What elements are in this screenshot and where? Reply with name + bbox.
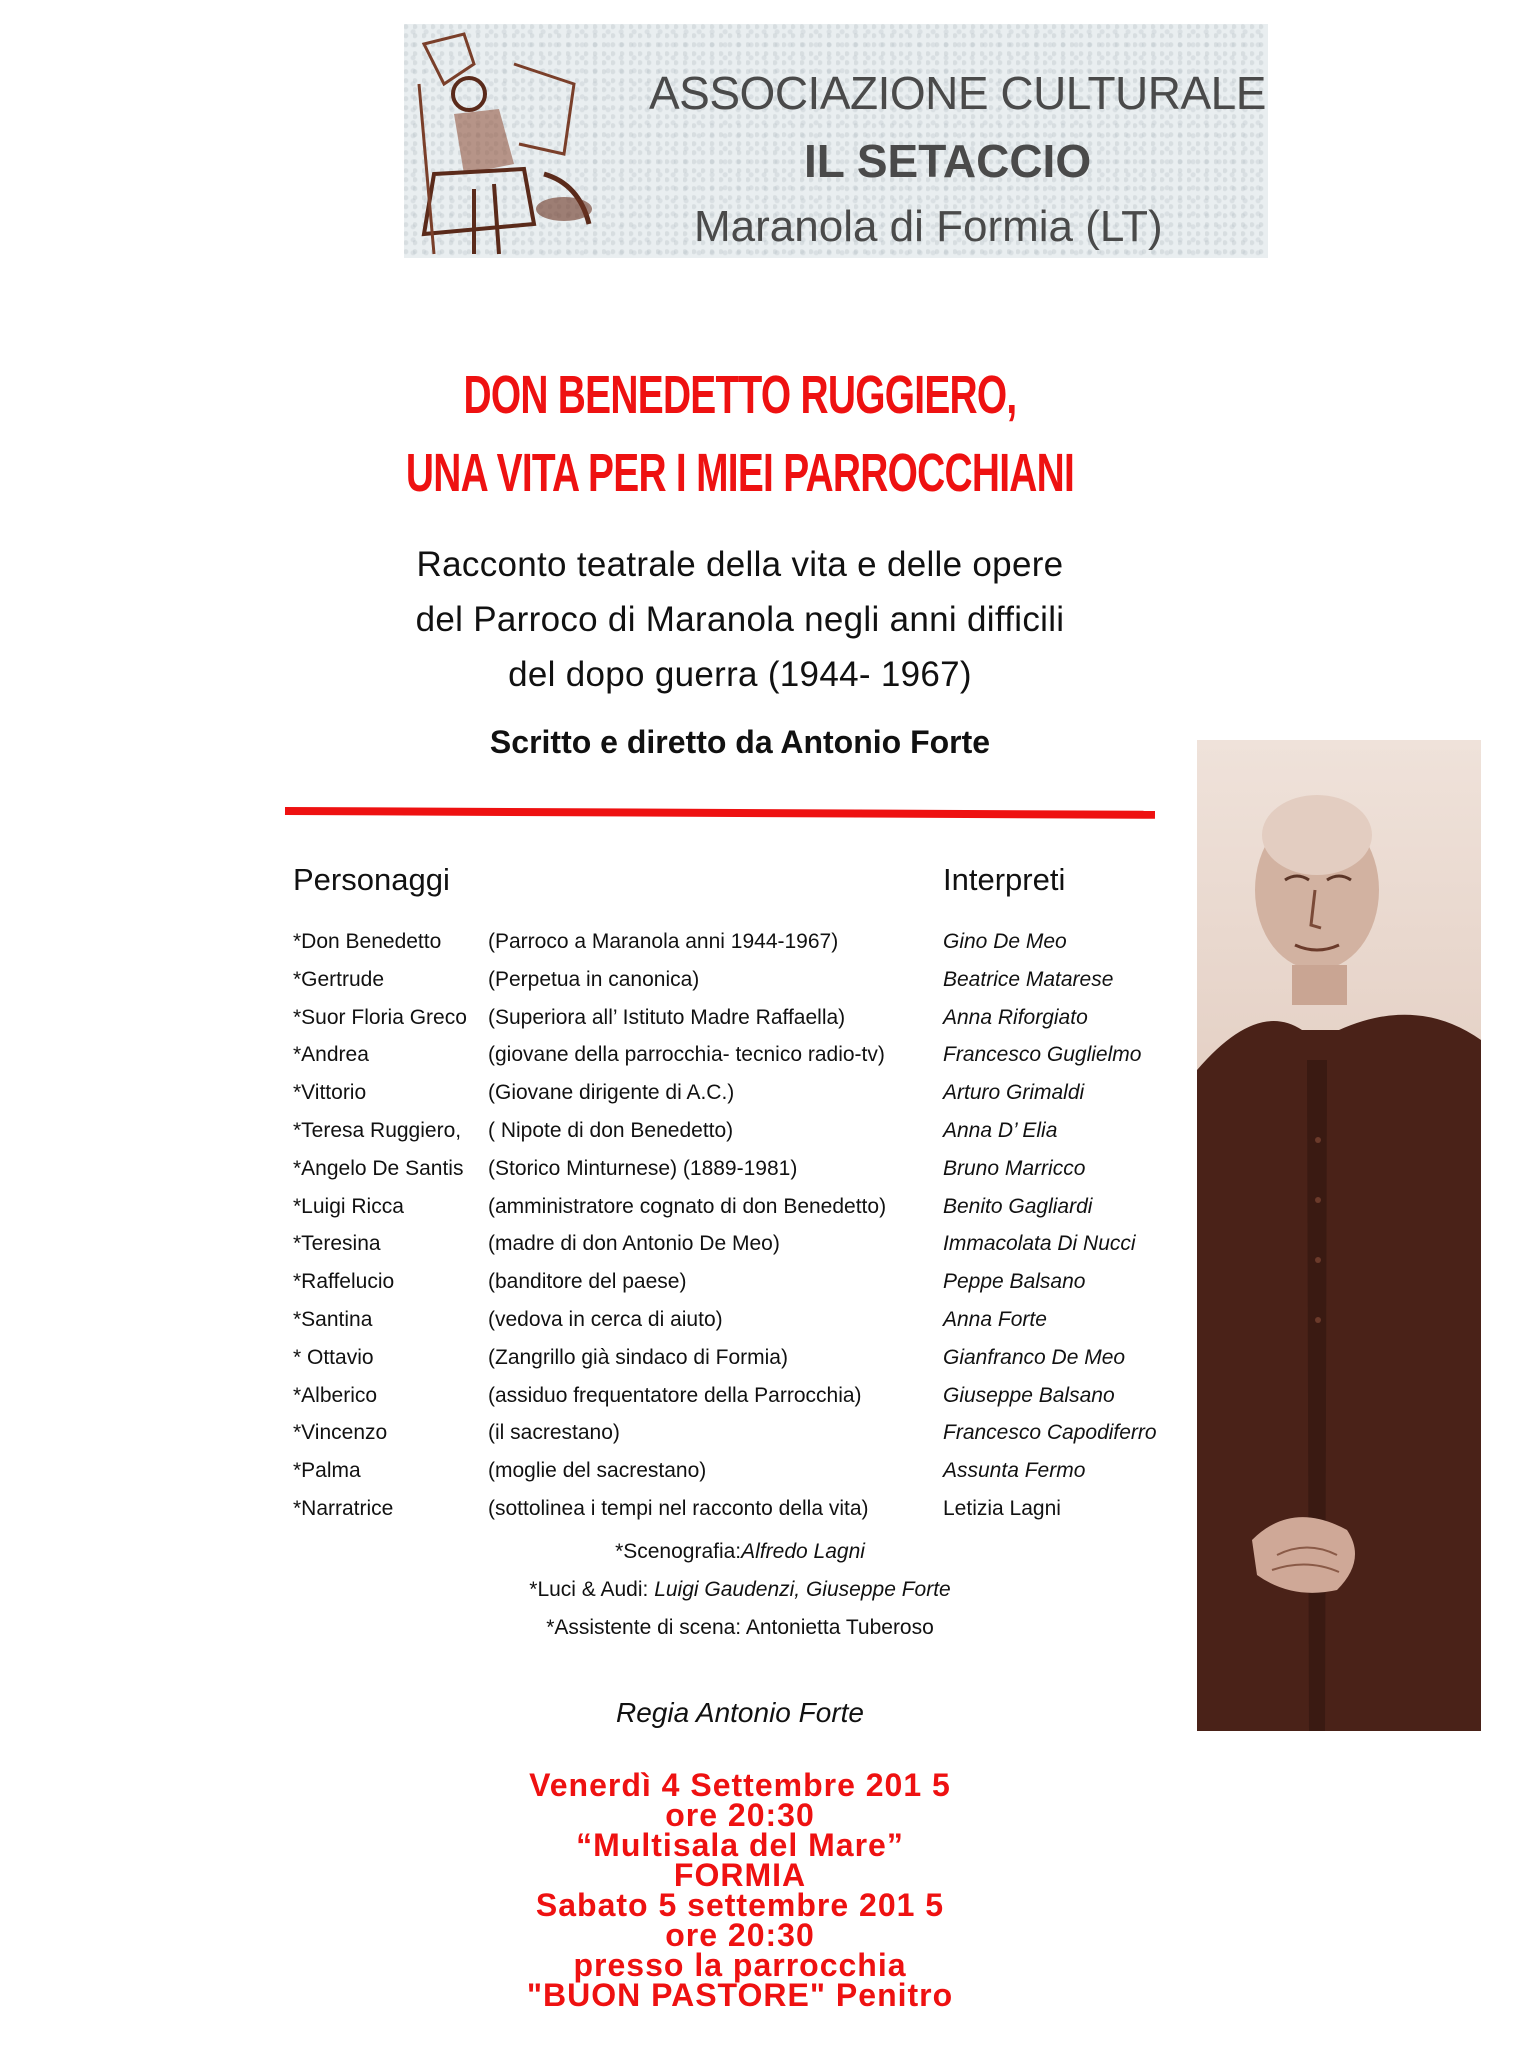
credit-lights-label: *Luci & Audi: [529, 1578, 655, 1601]
character-role: (giovane della parrocchia- tecnico radio-tv) [488, 1043, 885, 1067]
priest-photo [1197, 740, 1481, 1731]
actor-name: Francesco Guglielmo [943, 1043, 1142, 1067]
credit-assistant-label: *Assistente di scena: [546, 1616, 746, 1639]
credit-lights-names: Luigi Gaudenzi, Giuseppe Forte [654, 1578, 951, 1601]
character-name: *Vittorio [293, 1081, 367, 1105]
author-line: Scritto e diretto da Antonio Forte [489, 724, 991, 760]
character-name: *Vincenzo [293, 1421, 388, 1445]
actor-name: Bruno Marricco [943, 1156, 1086, 1180]
character-role: (moglie del sacrestano) [488, 1459, 707, 1483]
actor-name: Anna D’ Elia [943, 1118, 1058, 1142]
character-role: (Parroco a Maranola anni 1944-1967) [488, 930, 839, 953]
subtitle-line-2: del Parroco di Maranola negli anni difficili [415, 600, 1065, 639]
actor-name: Benito Gagliardi [943, 1194, 1093, 1218]
credit-scenography-label: *Scenografia: [615, 1540, 742, 1563]
event-1-time: ore 20:30 [665, 1797, 815, 1833]
cast-row [293, 1346, 1193, 1384]
cast-row [293, 1308, 1193, 1346]
cast-row [293, 930, 1193, 968]
actor-name: Anna Riforgiato [943, 1005, 1088, 1029]
cast-row [293, 1195, 1193, 1233]
cast-row [293, 1421, 1193, 1459]
character-role: (banditore del paese) [488, 1270, 687, 1294]
character-name: *Palma [293, 1459, 361, 1483]
character-role: (Perpetua in canonica) [488, 967, 700, 991]
characters-heading: Personaggi [293, 862, 450, 897]
actor-name: Beatrice Matarese [943, 967, 1114, 991]
cast-row [293, 968, 1193, 1006]
cast-row [293, 1157, 1193, 1195]
character-name: *Teresina [293, 1232, 381, 1256]
character-role: (Superiora all’ Istituto Madre Raffaella) [488, 1005, 846, 1029]
cast-row [293, 1043, 1193, 1081]
event-2-time: ore 20:30 [665, 1917, 815, 1953]
logo-line-2: IL SETACCIO [804, 135, 1092, 187]
credit-stage-assistant [290, 1616, 1190, 1640]
character-role: (sottolinea i tempi nel racconto della vita) [488, 1496, 869, 1520]
cast-table [293, 930, 1193, 1535]
direction-credit: Regia Antonio Forte [616, 1697, 864, 1728]
character-role: (il sacrestano) [488, 1421, 620, 1445]
cast-row [293, 1384, 1193, 1422]
character-role: (madre di don Antonio De Meo) [488, 1232, 780, 1256]
actor-name: Gianfranco De Meo [943, 1345, 1126, 1369]
cast-row [293, 1459, 1193, 1497]
character-name: *Raffelucio [293, 1270, 395, 1294]
character-name: *Teresa Ruggiero, [293, 1118, 462, 1142]
priest-portrait-image [1197, 740, 1481, 1731]
event-2-venue: "BUON PASTORE" Penitro [526, 1977, 954, 2013]
actor-name: Gino De Meo [943, 930, 1067, 953]
character-role: (assiduo frequentatore della Parrocchia) [488, 1383, 862, 1407]
logo-line-1: ASSOCIAZIONE CULTURALE [649, 67, 1266, 119]
character-name: *Narratrice [293, 1496, 394, 1520]
character-role: (Zangrillo già sindaco di Formia) [488, 1345, 788, 1369]
character-role: (vedova in cerca di aiuto) [488, 1307, 723, 1331]
character-name: *Angelo De Santis [293, 1156, 464, 1180]
character-name: *Santina [293, 1307, 373, 1331]
actor-name: Letizia Lagni [943, 1496, 1061, 1520]
character-name: *Gertrude [293, 967, 385, 991]
title-line-1: DON BENEDETTO RUGGIERO, [463, 365, 1017, 425]
credit-assistant-name: Antonietta Tuberoso [745, 1616, 934, 1639]
event-2-date: Sabato 5 settembre 201 5 [535, 1887, 945, 1923]
logo-illustration [404, 24, 604, 258]
cast-row [293, 1006, 1193, 1044]
character-name: *Luigi Ricca [293, 1194, 404, 1218]
character-name: * Ottavio [293, 1345, 374, 1369]
subtitle-line-3: del dopo guerra (1944- 1967) [508, 655, 972, 694]
red-divider [285, 807, 1155, 819]
character-name: *Suor Floria Greco [293, 1005, 467, 1029]
cast-row [293, 1497, 1193, 1535]
character-role: (amministratore cognato di don Benedetto) [488, 1194, 887, 1218]
character-name: *Don Benedetto [293, 930, 442, 953]
event-1-date: Venerdì 4 Settembre 201 5 [529, 1767, 951, 1803]
title-line-2: UNA VITA PER I MIEI PARROCCHIANI [405, 443, 1075, 503]
cast-row [293, 1081, 1193, 1119]
actors-heading: Interpreti [943, 862, 1066, 897]
actor-name: Anna Forte [943, 1307, 1047, 1331]
credit-scenography [290, 1540, 1190, 1564]
event-1-venue: “Multisala del Mare” [576, 1827, 904, 1863]
credit-lights-audio [290, 1578, 1190, 1602]
subtitle-line-1: Racconto teatrale della vita e delle opere [416, 545, 1064, 584]
event-2-venue-intro: presso la parrocchia [573, 1947, 907, 1983]
actor-name: Peppe Balsano [943, 1270, 1086, 1294]
cast-row [293, 1119, 1193, 1157]
association-logo [404, 24, 1268, 258]
credit-scenography-name: Alfredo Lagni [741, 1540, 865, 1563]
character-name: *Alberico [293, 1383, 378, 1407]
character-name: *Andrea [293, 1043, 369, 1067]
actor-name: Francesco Capodiferro [943, 1421, 1157, 1445]
character-role: ( Nipote di don Benedetto) [488, 1118, 734, 1142]
cast-row [293, 1232, 1193, 1270]
actor-name: Giuseppe Balsano [943, 1383, 1115, 1407]
character-role: (Storico Minturnese) (1889-1981) [488, 1156, 798, 1180]
cast-row [293, 1270, 1193, 1308]
character-role: (Giovane dirigente di A.C.) [488, 1081, 735, 1105]
actor-name: Assunta Fermo [943, 1459, 1086, 1483]
event-1-city: FORMIA [673, 1857, 807, 1893]
actor-name: Arturo Grimaldi [943, 1081, 1085, 1105]
actor-name: Immacolata Di Nucci [943, 1232, 1136, 1256]
logo-line-3: Maranola di Formia (LT) [694, 202, 1163, 251]
